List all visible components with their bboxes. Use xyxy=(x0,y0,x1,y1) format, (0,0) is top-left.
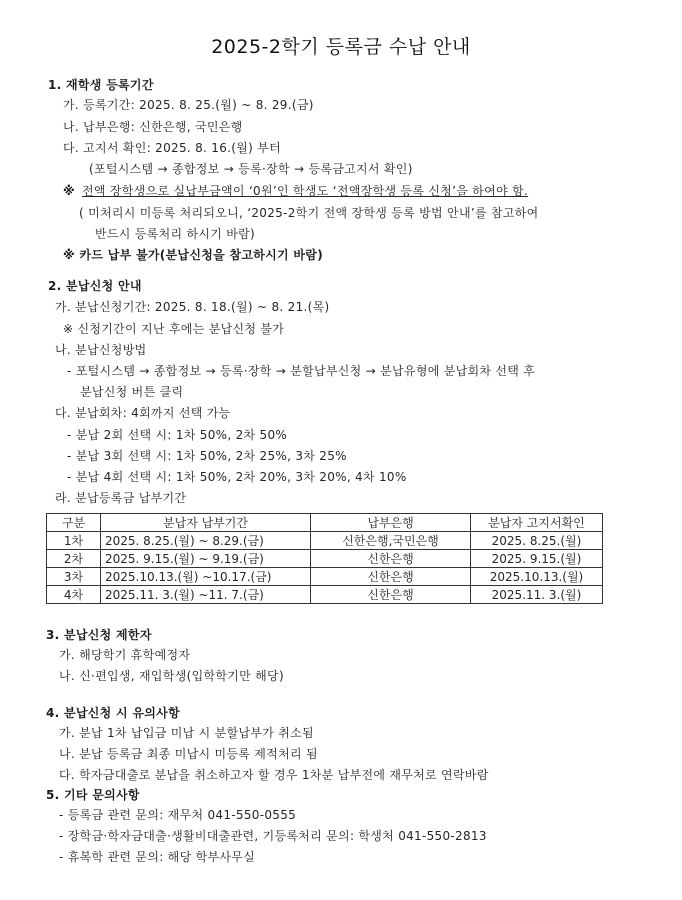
table-header-cell: 납부은행 xyxy=(311,514,471,532)
installment-count-item: - 분납 2회 선택 시: 1차 50%, 2차 50% xyxy=(67,428,288,442)
section2-heading: 2. 분납신청 안내 xyxy=(48,279,142,293)
payment-period: 2025.11. 3.(월) ~11. 7.(금) xyxy=(101,586,311,604)
inquiry-item: - 장학금·학자금대출·생활비대출관련, 기등록처리 문의: 학생처 041-550-2813 xyxy=(59,829,487,843)
registration-period: 가. 등록기간: 2025. 8. 25.(월) ~ 8. 29.(금) xyxy=(63,98,314,112)
scholarship-note-mark: ※ xyxy=(63,184,75,198)
table-row xyxy=(47,532,603,550)
restricted-item: 나. 신·편입생, 재입학생(입학학기만 해당) xyxy=(59,669,284,683)
inquiry-item: - 휴복학 관련 문의: 해당 학부사무실 xyxy=(59,850,256,864)
table-row xyxy=(47,586,603,604)
scholarship-warning-line2: 반드시 등록처리 하시기 바람) xyxy=(95,227,256,241)
section1-heading: 1. 재학생 등록기간 xyxy=(48,78,154,92)
installment-method-line2: 분납신청 버튼 클릭 xyxy=(80,385,184,399)
caution-item: 다. 학자금대출로 분납을 취소하고자 할 경우 1차분 납부전에 재무처로 연락바람 xyxy=(59,768,489,782)
payment-period: 2025. 8.25.(월) ~ 8.29.(금) xyxy=(101,532,311,550)
table-header-cell: 구분 xyxy=(47,514,101,532)
bill-check-cell: 2025.11. 3.(월) xyxy=(471,586,603,604)
installment-count-heading: 다. 분납회차: 4회까지 선택 가능 xyxy=(55,406,231,420)
section5-heading: 5. 기타 문의사항 xyxy=(46,788,140,802)
caution-item: 가. 분납 1차 납입금 미납 시 분할납부가 취소됨 xyxy=(59,726,314,740)
installment-apply-period: 가. 분납신청기간: 2025. 8. 18.(월) ~ 8. 21.(목) xyxy=(55,300,330,314)
payment-period: 2025. 9.15.(월) ~ 9.19.(금) xyxy=(101,550,311,568)
payment-bank-cell: 신한은행 xyxy=(311,586,471,604)
table-row xyxy=(47,568,603,586)
caution-item: 나. 분납 등록금 최종 미납시 미등록 제적처리 됨 xyxy=(59,747,318,761)
inquiry-item: - 등록금 관련 문의: 재무처 041-550-0555 xyxy=(59,808,297,822)
installment-apply-note: ※ 신청기간이 지난 후에는 분납신청 불가 xyxy=(63,322,285,336)
installment-round: 2차 xyxy=(47,550,101,568)
payment-bank-cell: 신한은행 xyxy=(311,568,471,586)
table-header-row xyxy=(47,514,603,532)
installment-count-item: - 분납 4회 선택 시: 1차 50%, 2차 20%, 3차 20%, 4차 10% xyxy=(67,470,407,484)
installment-count-item: - 분납 3회 선택 시: 1차 50%, 2차 25%, 3차 25% xyxy=(67,449,347,463)
bill-check-cell: 2025.10.13.(월) xyxy=(471,568,603,586)
bill-check-path: (포털시스템 → 종합정보 → 등록·장학 → 등록금고지서 확인) xyxy=(89,162,413,176)
installment-round: 3차 xyxy=(47,568,101,586)
card-payment-note: ※ 카드 납부 불가(분납신청을 참고하시기 바람) xyxy=(63,248,323,262)
bill-check-cell: 2025. 8.25.(월) xyxy=(471,532,603,550)
payment-bank: 나. 납부은행: 신한은행, 국민은행 xyxy=(63,120,243,134)
page-title: 2025-2학기 등록금 수납 안내 xyxy=(211,36,471,58)
installment-round: 4차 xyxy=(47,586,101,604)
restricted-item: 가. 해당학기 휴학예정자 xyxy=(59,648,191,662)
payment-period: 2025.10.13.(월) ~10.17.(금) xyxy=(101,568,311,586)
scholarship-warning-line1: ( 미처리시 미등록 처리되오니, ‘2025-2학기 전액 장학생 등록 방법 안내’를 참고하여 xyxy=(79,206,539,220)
bill-check-cell: 2025. 9.15.(월) xyxy=(471,550,603,568)
payment-bank-cell: 신한은행 xyxy=(311,550,471,568)
installment-round: 1차 xyxy=(47,532,101,550)
table-header-cell: 분납자 고지서확인 xyxy=(471,514,603,532)
table-row xyxy=(47,550,603,568)
section3-heading: 3. 분납신청 제한자 xyxy=(46,628,152,642)
installment-method-heading: 나. 분납신청방법 xyxy=(55,343,147,357)
section4-heading: 4. 분납신청 시 유의사항 xyxy=(46,706,180,720)
payment-bank-cell: 신한은행,국민은행 xyxy=(311,532,471,550)
table-header-cell: 분납자 납부기간 xyxy=(101,514,311,532)
installment-schedule-heading: 라. 분납등록금 납부기간 xyxy=(55,491,187,505)
installment-schedule-table xyxy=(46,513,603,604)
bill-check-date: 다. 고지서 확인: 2025. 8. 16.(월) 부터 xyxy=(63,141,282,155)
installment-method-line1: - 포털시스템 → 종합정보 → 등록·장학 → 분할납부신청 → 분납유형에 분납회차 선택 후 xyxy=(67,364,536,378)
full-scholarship-note: 전액 장학생으로 실납부금액이 ‘0원’인 학생도 ‘전액장학생 등록 신청’을 하여야 함. xyxy=(82,184,529,198)
